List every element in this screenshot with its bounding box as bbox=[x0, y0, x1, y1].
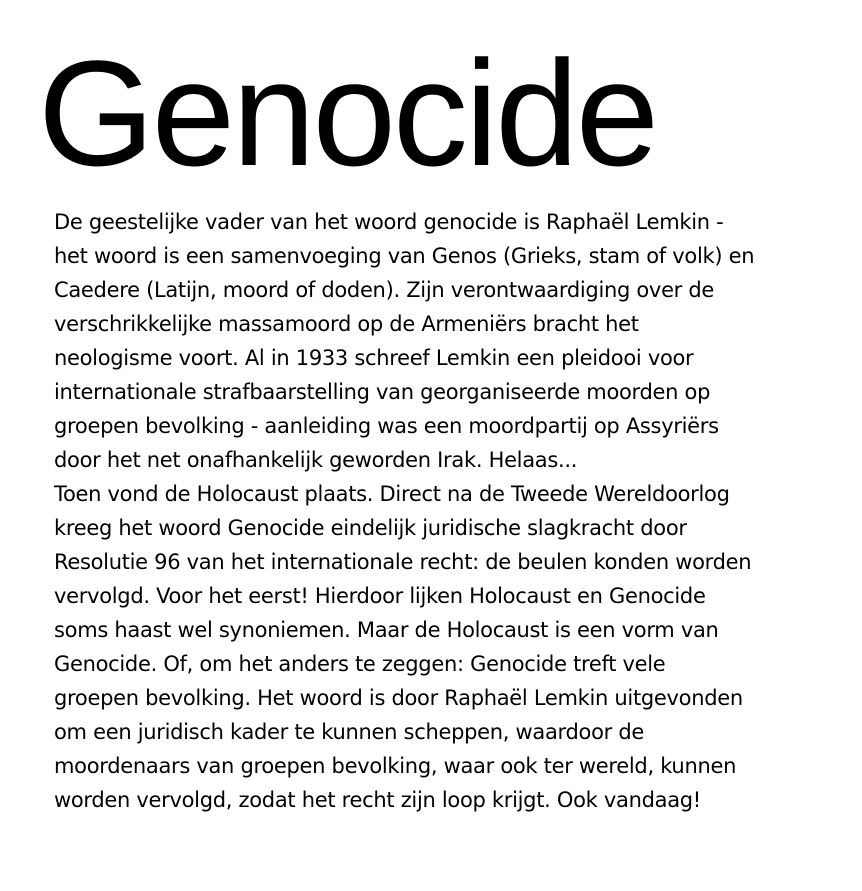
text-line: verschrikkelijke massamoord op de Armeniërs bracht het bbox=[54, 312, 639, 336]
text-line: door het net onafhankelijk geworden Irak. Helaas... bbox=[54, 448, 578, 472]
text-line: De geestelijke vader van het woord genocide is Raphaël Lemkin - bbox=[54, 210, 724, 234]
text-line: soms haast wel synoniemen. Maar de Holocaust is een vorm van bbox=[54, 618, 719, 642]
text-line: neologisme voort. Al in 1933 schreef Lemkin een pleidooi voor bbox=[54, 346, 694, 370]
page-title: Genocide bbox=[38, 29, 657, 197]
body-paragraph bbox=[54, 205, 844, 817]
text-line: Genocide. Of, om het anders te zeggen: Genocide treft vele bbox=[54, 652, 666, 676]
text-line: vervolgd. Voor het eerst! Hierdoor lijken Holocaust en Genocide bbox=[54, 584, 706, 608]
text-line: kreeg het woord Genocide eindelijk juridische slagkracht door bbox=[54, 516, 687, 540]
text-line: Resolutie 96 van het internationale recht: de beulen konden worden bbox=[54, 550, 752, 574]
text-line: worden vervolgd, zodat het recht zijn loop krijgt. Ook vandaag! bbox=[54, 788, 701, 812]
text-line: groepen bevolking. Het woord is door Raphaël Lemkin uitgevonden bbox=[54, 686, 743, 710]
text-line: groepen bevolking - aanleiding was een moordpartij op Assyriërs bbox=[54, 414, 719, 438]
text-line: Toen vond de Holocaust plaats. Direct na de Tweede Wereldoorlog bbox=[54, 482, 730, 506]
text-line: moordenaars van groepen bevolking, waar ook ter wereld, kunnen bbox=[54, 754, 737, 778]
text-line: internationale strafbaarstelling van georganiseerde moorden op bbox=[54, 380, 711, 404]
text-line: het woord is een samenvoeging van Genos (Grieks, stam of volk) en bbox=[54, 244, 755, 268]
text-line: om een juridisch kader te kunnen scheppen, waardoor de bbox=[54, 720, 644, 744]
text-line: Caedere (Latijn, moord of doden). Zijn verontwaardiging over de bbox=[54, 278, 715, 302]
